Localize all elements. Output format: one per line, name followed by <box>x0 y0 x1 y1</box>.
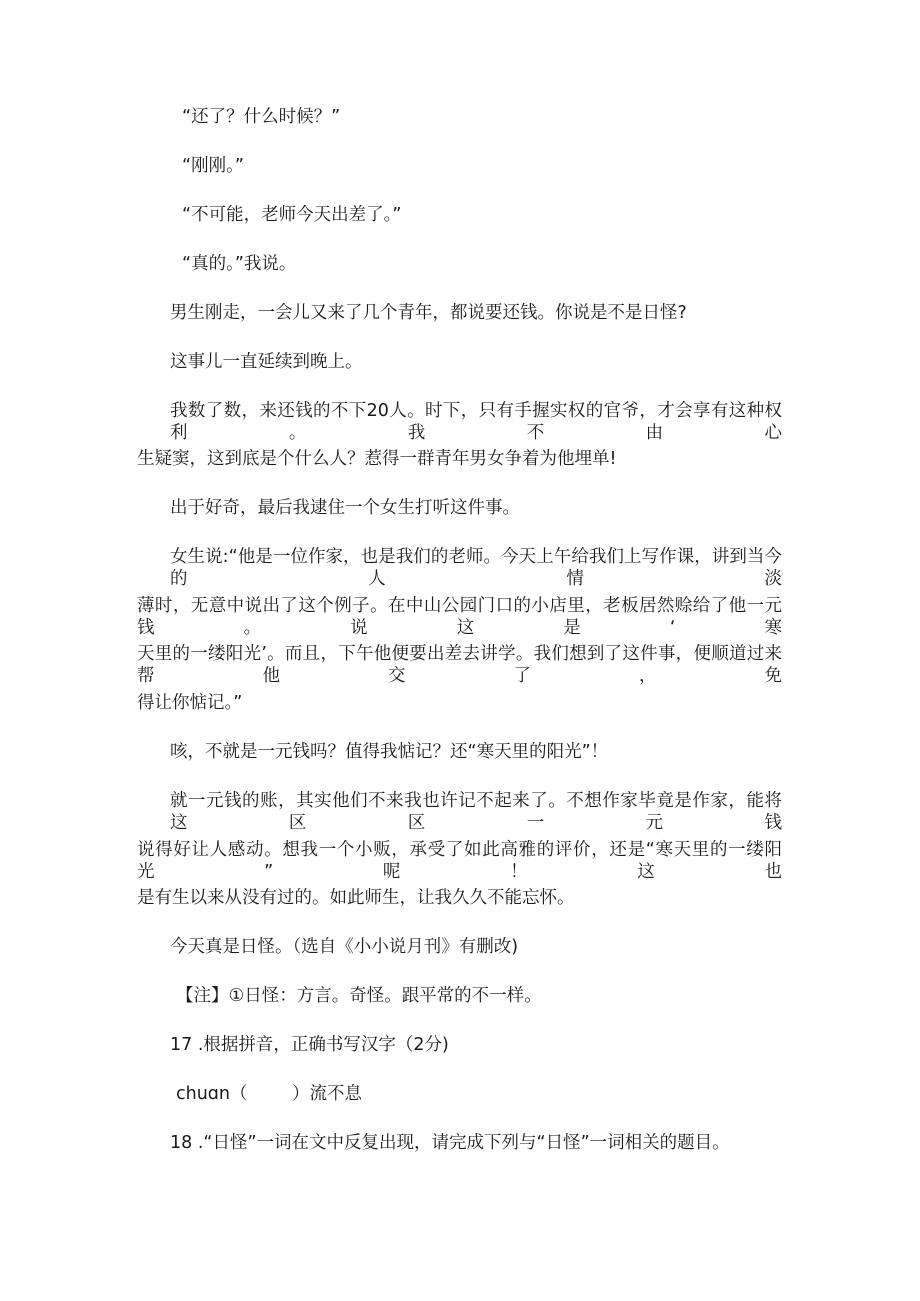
paragraph-line: 就一元钱的账，其实他们不来我也许记不起来了。不想作家毕竟是作家，能将这区区一元钱 <box>170 791 782 833</box>
dialogue-line: “真的。”我说。 <box>182 254 297 274</box>
footnote: 【注】①日怪：方言。奇怪。跟平常的不一样。 <box>176 986 542 1006</box>
paragraph-line: 是有生以来从没有过的。如此师生，让我久久不能忘怀。 <box>137 888 575 908</box>
paragraph-line: 天里的一缕阳光’。而且，下午他便要出差去讲学。我们想到了这件事，便顺道过来帮他交了，免 <box>137 644 782 686</box>
question-18: 18 .“日怪”一词在文中反复出现，请完成下列与“日怪”一词相关的题目。 <box>170 1133 730 1153</box>
paragraph-line: 咳，不就是一元钱吗？值得我惦记？还“寒天里的阳光”！ <box>170 742 609 762</box>
paragraph-line: 今天真是日怪。（选自《小小说月刊》有删改) <box>170 937 519 957</box>
paragraph-line: 这事儿一直延续到晚上。 <box>170 352 363 372</box>
paragraph-line: 生疑窦，这到底是个什么人？惹得一群青年男女争着为他埋单! <box>137 449 617 469</box>
paragraph-line: 出于好奇，最后我逮住一个女生打听这件事。 <box>170 498 520 518</box>
question-17: 17 .根据拼音，正确书写汉字（2分) <box>170 1035 449 1055</box>
paragraph-line: 说得好让人感动。想我一个小贩，承受了如此高雅的评价，还是“寒天里的一缕阳光”呢！这也 <box>137 840 782 882</box>
dialogue-line: “不可能，老师今天出差了。” <box>182 205 402 225</box>
dialogue-line: “刚刚。” <box>182 156 244 176</box>
dialogue-line: “还了？什么时候？” <box>182 107 341 127</box>
paragraph-line: 男生刚走，一会儿又来了几个青年，都说要还钱。你说是不是日怪? <box>170 303 687 323</box>
paragraph-line: 薄时，无意中说出了这个例子。在中山公园门口的小店里，老板居然赊给了他一元钱。说这是‘寒 <box>137 596 782 638</box>
paragraph-line: 女生说:“他是一位作家，也是我们的老师。今天上午给我们上写作课，讲到当今的人情淡 <box>170 547 782 589</box>
question-17-item: chuɑn（ ）流不息 <box>176 1084 363 1104</box>
paragraph-line: 得让你惦记。” <box>137 693 243 713</box>
paragraph-line: 我数了数，来还钱的不下20人。时下，只有手握实权的官爷，才会享有这种权利。我不由心 <box>170 401 782 443</box>
